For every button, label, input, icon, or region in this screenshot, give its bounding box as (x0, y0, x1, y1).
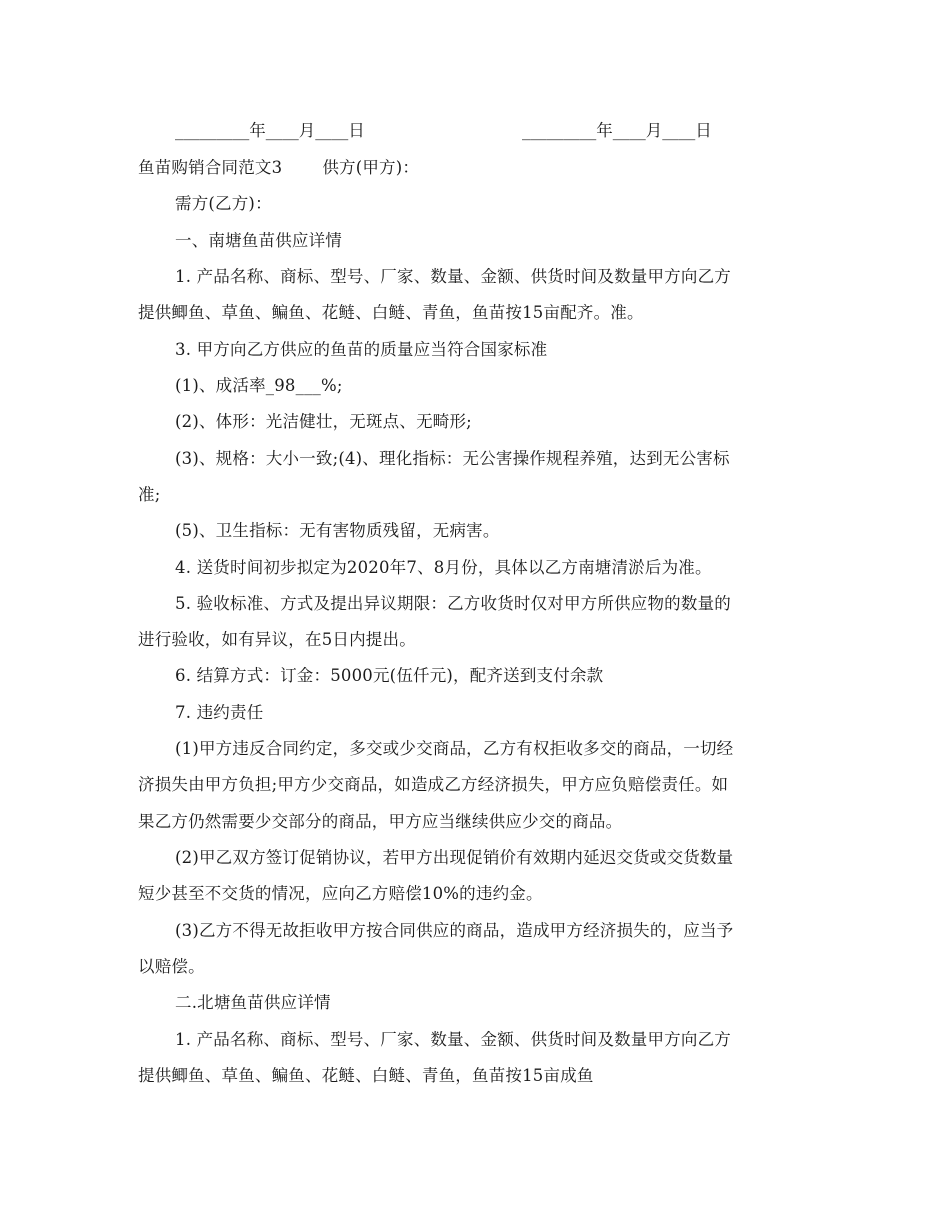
section1-heading: 一、南塘鱼苗供应详情 (175, 231, 342, 250)
breach-1-line1: (1)甲方违反合同约定，多交或少交商品，乙方有权拒收多交的商品，一切经 (175, 739, 734, 758)
quality-1: (1)、成活率_98___%; (175, 376, 343, 395)
item5-line2: 进行验收，如有异议，在5日内提出。 (138, 630, 416, 649)
quality-5: (5)、卫生指标：无有害物质残留，无病害。 (175, 521, 500, 540)
supplier-label: 供方(甲方)： (322, 158, 420, 177)
breach-1-line2: 济损失由甲方负担;甲方少交商品，如造成乙方经济损失，甲方应负赔偿责任。如 (138, 775, 729, 794)
section2-heading: 二.北塘鱼苗供应详情 (175, 993, 331, 1012)
quality-3-line1: (3)、规格：大小一致;(4)、理化指标：无公害操作规程养殖，达到无公害标 (175, 449, 730, 468)
document-title: 鱼苗购销合同范文3 (138, 158, 283, 177)
breach-3-line2: 以赔偿。 (138, 957, 205, 976)
item4: 4. 送货时间初步拟定为2020年7、8月份，具体以乙方南塘清淤后为准。 (175, 558, 712, 577)
breach-2-line1: (2)甲乙双方签订促销协议，若甲方出现促销价有效期内延迟交货或交货数量 (175, 848, 734, 867)
item6: 6. 结算方式：订金：5000元(伍仟元)，配齐送到支付余款 (175, 666, 604, 685)
item7: 7. 违约责任 (175, 703, 264, 722)
breach-3-line1: (3)乙方不得无故拒收甲方按合同供应的商品，造成甲方经济损失的，应当予 (175, 921, 734, 940)
title-row (138, 157, 810, 179)
breach-1-line3: 果乙方仍然需要少交部分的商品，甲方应当继续供应少交的商品。 (138, 812, 623, 831)
north-item1-line1: 1. 产品名称、商标、型号、厂家、数量、金额、供货时间及数量甲方向乙方 (175, 1030, 731, 1049)
breach-2-line2: 短少甚至不交货的情况，应向乙方赔偿10%的违约金。 (138, 884, 543, 903)
item1-line1: 1. 产品名称、商标、型号、厂家、数量、金额、供货时间及数量甲方向乙方 (175, 267, 731, 286)
date-left: _________年____月____日 (175, 121, 365, 140)
quality-3-line2: 准; (138, 485, 161, 504)
north-item1-line2: 提供鲫鱼、草鱼、鳊鱼、花鲢、白鲢、青鱼，鱼苗按15亩成鱼 (138, 1066, 594, 1085)
buyer-label: 需方(乙方)： (175, 194, 272, 213)
date-right: _________年____月____日 (522, 121, 712, 140)
item3: 3. 甲方向乙方供应的鱼苗的质量应当符合国家标准 (175, 340, 548, 359)
item5-line1: 5. 验收标准、方式及提出异议期限：乙方收货时仅对甲方所供应物的数量的 (175, 594, 731, 613)
item1-line2: 提供鲫鱼、草鱼、鳊鱼、花鲢、白鲢、青鱼，鱼苗按15亩配齐。准。 (138, 303, 644, 322)
quality-2: (2)、体形：光洁健壮，无斑点、无畸形; (175, 412, 472, 431)
